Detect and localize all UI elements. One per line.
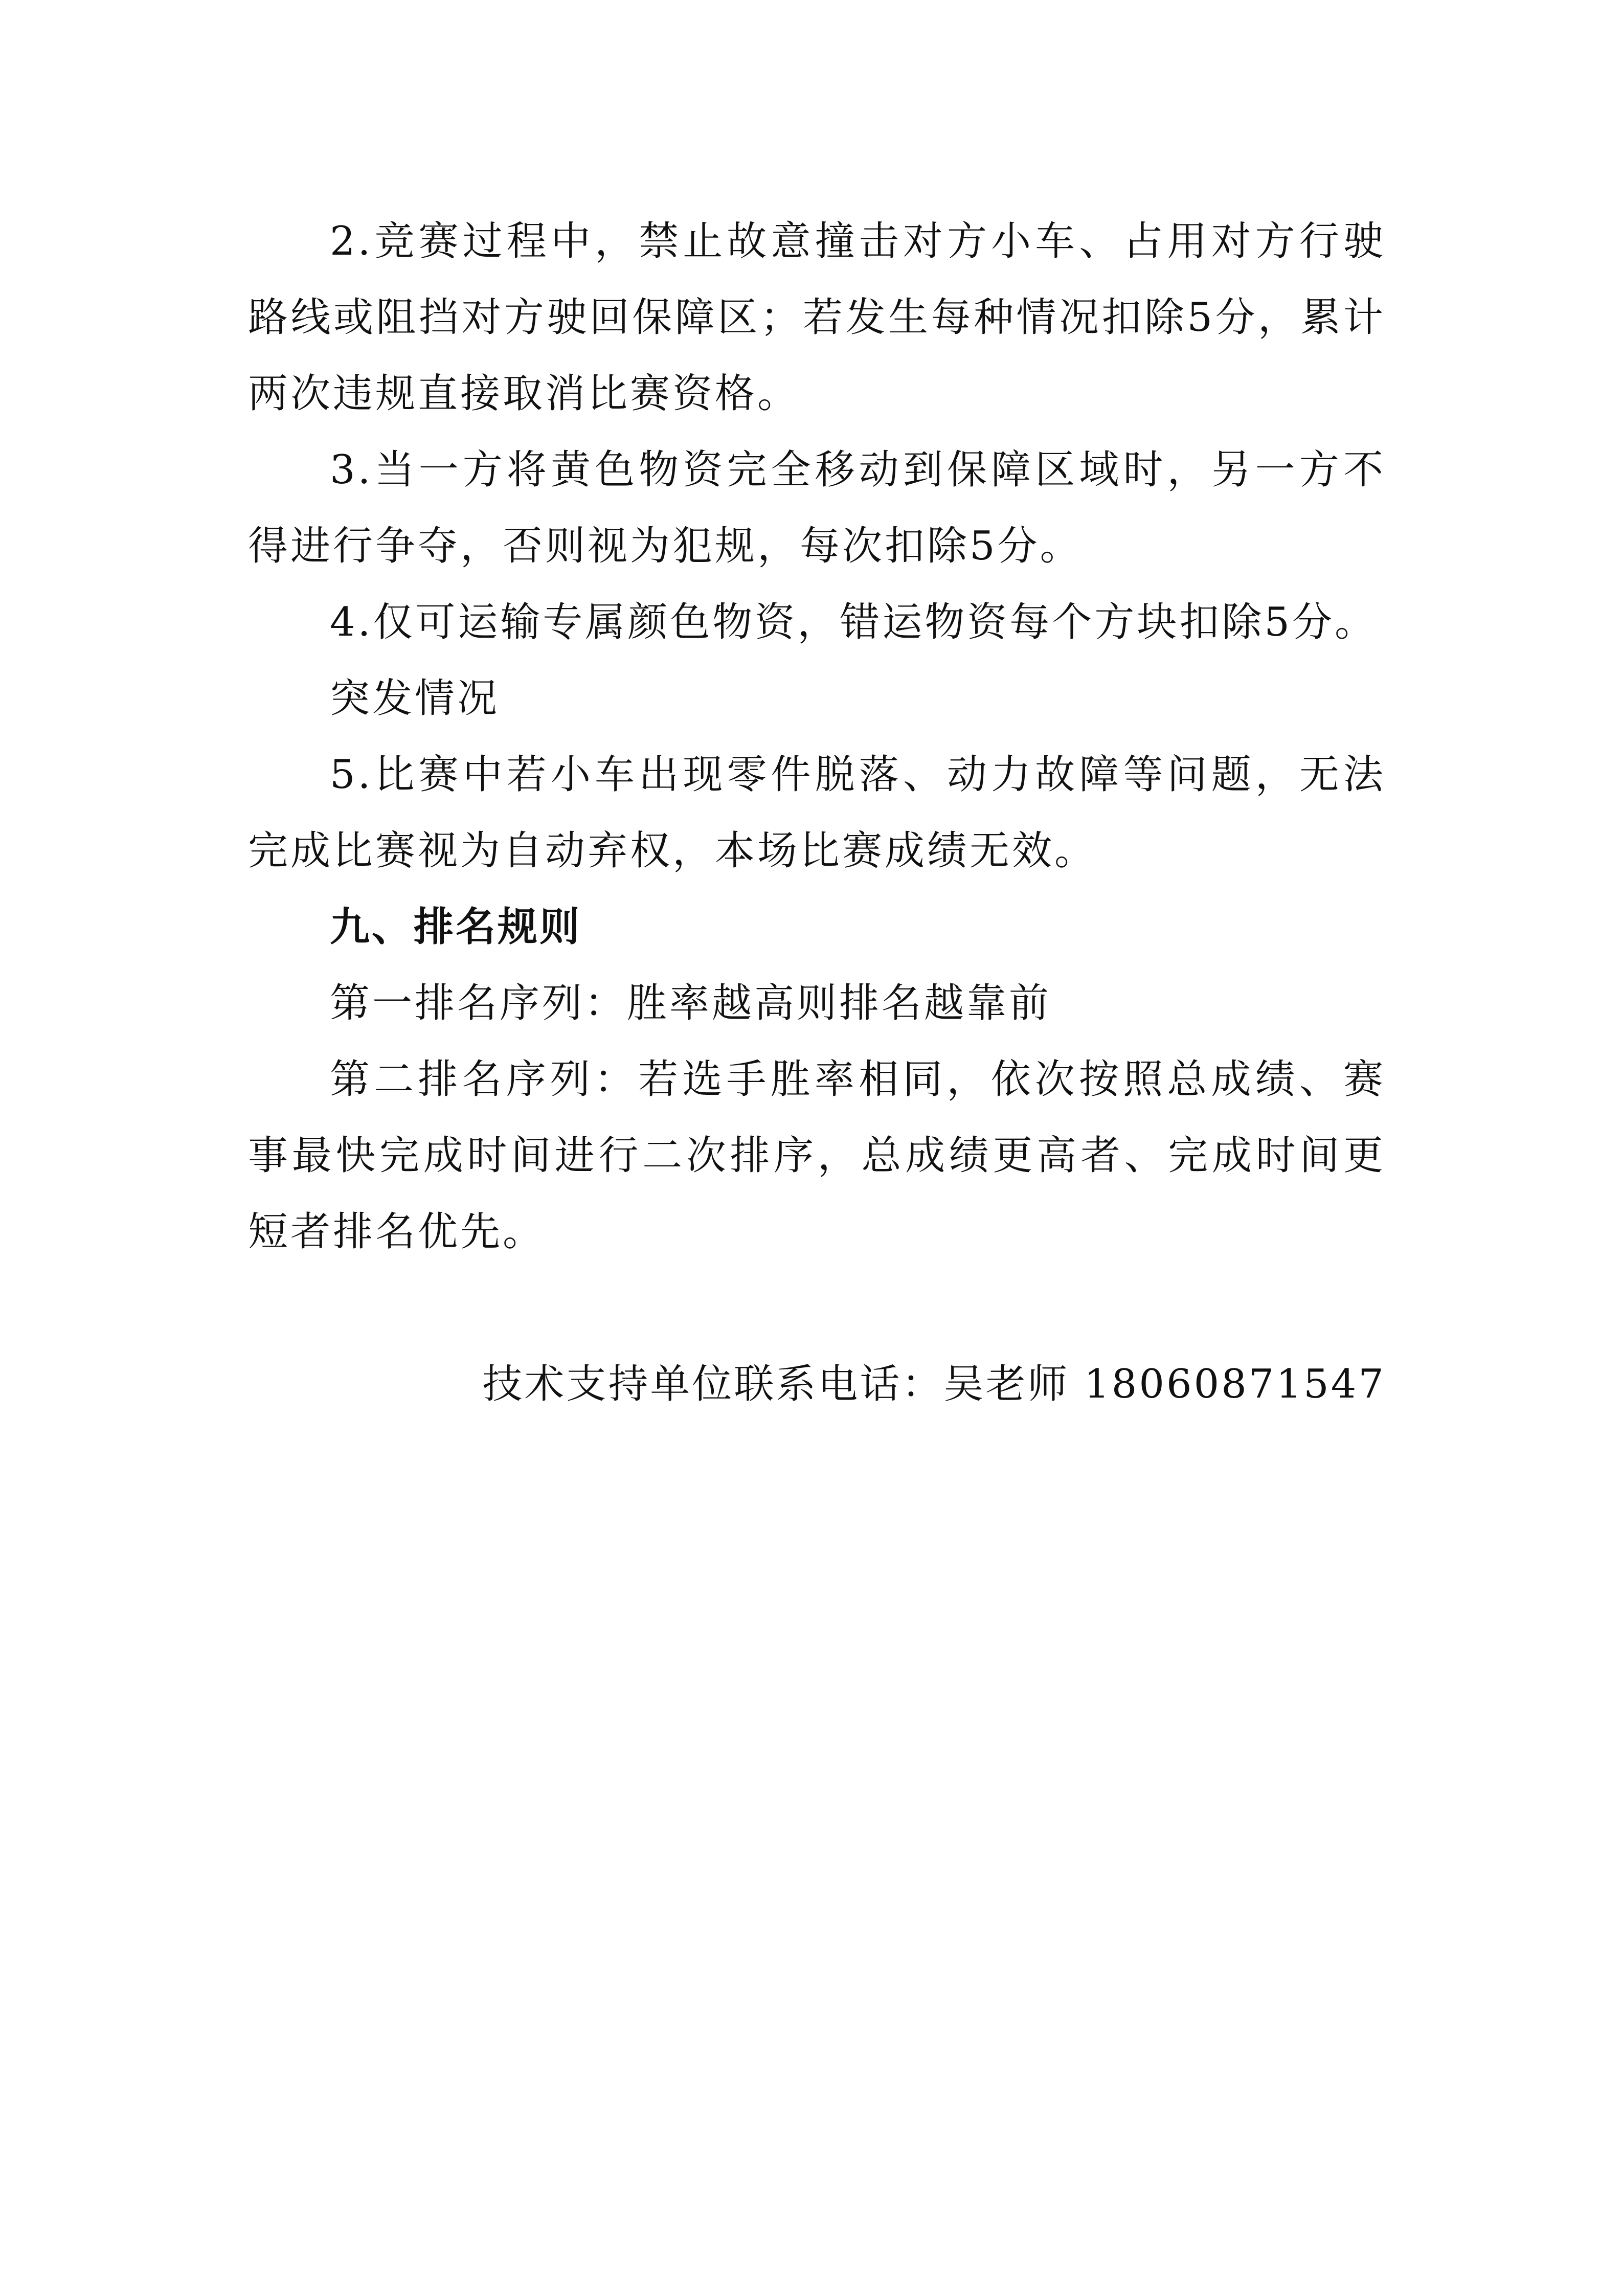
rule-paragraph-2: 2.竞赛过程中，禁止故意撞击对方小车、占用对方行驶路线或阻挡对方驶回保障区；若发生每种情况扣除5分，累计两次违规直接取消比赛资格。: [248, 218, 1386, 417]
section-heading-ranking: 九、排名规则: [330, 904, 582, 950]
ranking-first-order: 第一排名序列：胜率越高则排名越靠前: [330, 980, 1052, 1026]
ranking-second-order: 第二排名序列：若选手胜率相同，依次按照总成绩、赛事最快完成时间进行二次排序，总成绩更高者、完成时间更短者排名优先。: [248, 1056, 1386, 1255]
document-body: [248, 204, 1386, 1423]
rule-paragraph-3: 3.当一方将黄色物资完全移动到保障区域时，另一方不得进行争夺，否则视为犯规，每次扣除5分。: [248, 447, 1386, 569]
rule-paragraph-5: 5.比赛中若小车出现零件脱落、动力故障等问题，无法完成比赛视为自动弃权，本场比赛成绩无效。: [248, 752, 1386, 874]
rule-paragraph-4: 4.仅可运输专属颜色物资，错运物资每个方块扣除5分。: [330, 599, 1378, 645]
contact-line: 技术支持单位联系电话：吴老师 18060871547: [482, 1361, 1386, 1407]
subheading-emergency: 突发情况: [330, 676, 500, 722]
